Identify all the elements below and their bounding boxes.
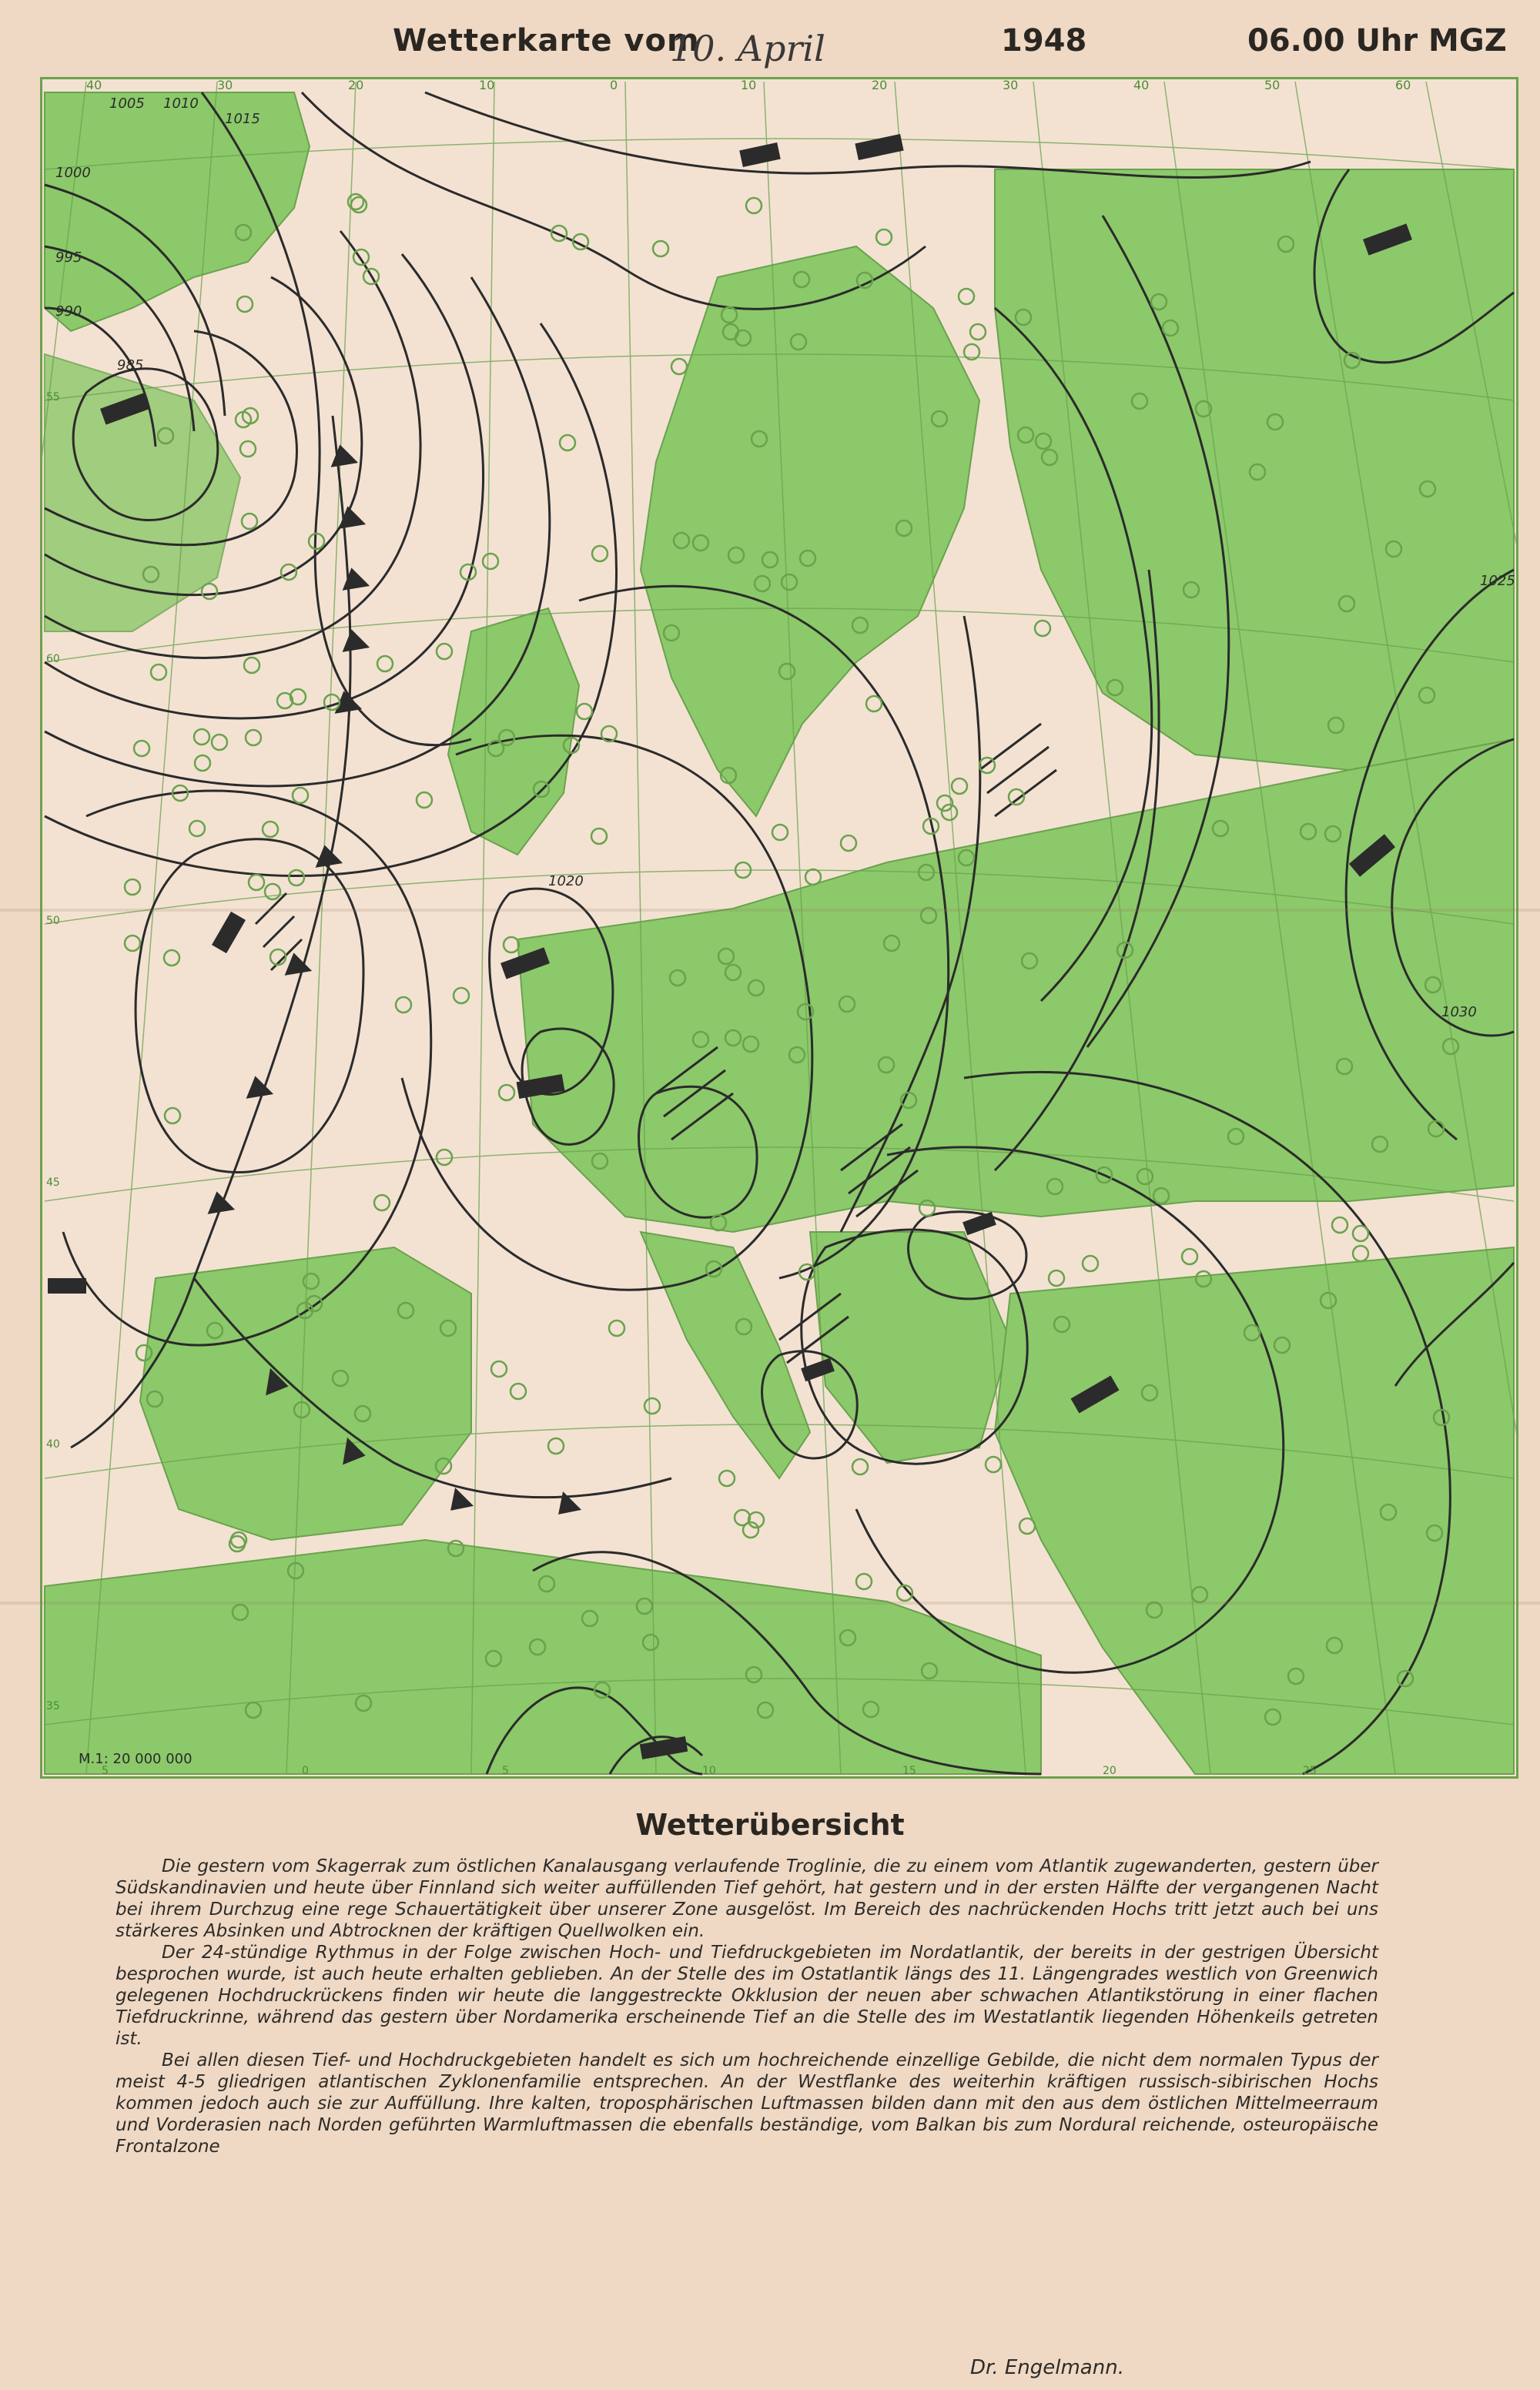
isobar-label-1000: 1000 [55,165,91,181]
station-circle [289,870,304,885]
paper-fold [0,1602,1540,1605]
station-circle [491,1361,507,1377]
station-circle [244,658,259,673]
station-circle [189,821,205,836]
longitude-label: 40 [1133,78,1150,92]
longitude-label: 40 [86,78,102,92]
isobar-label-1010: 1010 [163,95,199,112]
station-circle [134,741,149,756]
station-circle [212,735,227,750]
station-circle [504,937,519,952]
weather-map [40,77,1518,1779]
station-circle [592,546,608,561]
station-circle [671,359,687,374]
longitude-label: 0 [302,1765,309,1777]
front-marker [317,847,340,866]
station-circle [1035,621,1050,636]
station-circle [577,704,592,719]
overview-title: Wetterübersicht [635,1808,905,1842]
longitude-label: 30 [1003,78,1019,92]
station-circle [164,950,179,966]
station-circle [353,249,369,265]
station-circle [772,825,788,840]
rain-hatch [263,916,294,947]
map-title: Wetterkarte vom [393,23,700,59]
map-header [0,0,1540,77]
station-circle [374,1195,390,1210]
station-circle [499,1085,514,1100]
station-circle [952,778,967,794]
station-circle [653,241,668,256]
longitude-label: 15 [902,1765,916,1777]
land-masses [45,92,1514,1774]
isobar-label-995: 995 [55,249,82,266]
front-marker [344,631,367,651]
land-british-isles [448,608,579,855]
station-circle [246,730,261,745]
station-circle [841,835,856,851]
map-year: 1948 [1001,23,1087,59]
station-circle [265,884,280,899]
station-circle [511,1384,526,1399]
latitude-label: 45 [46,1177,60,1189]
longitude-label: 5 [102,1765,109,1777]
author-signature: Dr. Engelmann. [970,2356,1124,2379]
station-circle [735,1510,750,1525]
land-russia [995,169,1514,770]
station-circle [970,324,986,340]
isobar-label-1025: 1025 [1480,573,1515,589]
overview-paragraph: Der 24-stündige Rythmus in der Folge zwischen Hoch- und Tiefdruckgebieten im Nordatlantik, der bereits in der gestrigen Übersicht besprochen wurde, ist auch heute erhalten geblieben. An der Stelle des im Ostatlantik längs des 11. Längengrades westlich von Greenwich gelegenen Hochdruckrückens finden wir heute die langgestreckte Okklusion der neuen aber schwachen Atlantikstörung in einer flachen Tiefdruckrinne, während das gestern über Nordamerika erscheinende Tief an die Stelle des im Westatlantik liegenden Höhenkeils getreten ist. [116,1943,1378,2049]
longitude-label: 10 [741,78,757,92]
station-circle [483,554,498,569]
longitude-label: 20 [872,78,888,92]
pressure-symbol [739,142,780,167]
latitude-label: 35 [46,1700,60,1712]
station-circle [165,1108,180,1123]
paper-fold [0,909,1540,912]
station-circle [591,828,607,844]
longitude-label: 50 [1264,78,1281,92]
isobar-label-1020: 1020 [548,873,584,889]
top-longitude-labels [86,78,1518,92]
longitude-label: 30 [217,78,233,92]
station-circle [986,1457,1001,1472]
overview-body [116,1856,1378,2157]
land-europe-central [517,739,1514,1232]
station-circle [805,869,821,885]
station-circle [746,198,762,213]
map-date: 10. April [670,28,825,69]
station-circle [876,229,892,245]
station-circle [249,875,264,890]
latitude-label: 55 [46,391,60,403]
front-marker [209,1193,233,1213]
station-circle [396,997,411,1013]
station-circle [202,584,217,599]
overview-paragraph: Bei allen diesen Tief- und Hochdruckgebieten handelt es sich um hochreichende einzellige Gebilde, die nicht dem normalen Typus der meist 4-5 gliedrigen atlantischen Zyklonenfamilie entsprechen. An der Westflanke des weiterhin kräftigen russisch-sibirischen Hochs kommen jedoch auch sie zur Auffüllung. Ihre kalten, troposphärischen Luftmassen bilden dann mit den aus dem östlichen Mittelmeerraum und Vorderasien nach Norden geführten Warmluftmassen die ebenfalls beständige, vom Balkan bis zum Nordural reichende, osteuropäische Frontalzone [116,2050,1378,2157]
station-circle [237,296,253,312]
station-circle [125,879,140,895]
station-circle [377,656,393,671]
station-circle [1182,1249,1197,1264]
lon-line [40,82,86,1774]
pressure-symbol [212,912,246,953]
land-north-africa [45,1540,1041,1774]
station-circle [1353,1246,1368,1261]
station-circle [194,729,209,745]
latitude-label: 50 [46,915,60,927]
isobar-label-1030: 1030 [1441,1004,1477,1020]
station-circle [125,936,140,951]
rain-hatch [979,724,1041,770]
longitude-label: 10 [479,78,495,92]
station-circle [151,664,166,680]
longitude-label: 5 [502,1765,509,1777]
station-circle [1353,1226,1368,1241]
isobar-label-1015: 1015 [225,111,260,127]
longitude-label: 20 [1103,1765,1116,1777]
longitude-label: 60 [1395,78,1411,92]
lon-line [471,82,494,1774]
station-circle [560,435,575,450]
station-circle [942,805,957,820]
station-circle [240,441,256,457]
station-circle [263,822,278,837]
station-circle [1049,1270,1064,1286]
latitude-label: 60 [46,653,60,665]
station-circle [195,755,210,771]
station-circle [1332,1217,1348,1233]
lon-line [86,82,217,1774]
station-circle [719,1471,735,1486]
map-time: 06.00 Uhr MGZ [1247,23,1507,59]
station-circle [1083,1256,1098,1271]
station-circle [959,289,974,304]
overview-paragraph: Die gestern vom Skagerrak zum östlichen Kanalausgang verlaufende Troglinie, die zu einem vom Atlantik zugewanderten, gestern über Südskandinavien und heute über Finnland sich weiter auffüllenden Tief gehört, hat gestern und in der ersten Hälfte der vergangenen Nacht bei ihrem Durchzug eine rege Schauertätigkeit über unserer Zone ausgelöst. Im Bereich des nachrückenden Hochs tritt jetzt auch bei uns stärkeres Absinken und Abtrocknen der kräftigen Quellwolken ein. [116,1856,1378,1941]
rain-hatch [995,770,1056,816]
station-circle [548,1438,564,1454]
pressure-symbol [855,134,903,160]
station-circle [242,514,257,529]
latitude-label: 40 [46,1438,60,1451]
rain-hatch [987,747,1049,793]
station-circle [852,1459,868,1475]
land-italy-balkans [641,1232,810,1478]
longitude-label: 20 [348,78,364,92]
longitude-label: 10 [702,1765,716,1777]
pressure-symbol [962,1212,996,1236]
station-circle [454,988,469,1003]
land-scandinavia [641,246,979,816]
station-circle [351,197,367,213]
map-scale: M.1: 20 000 000 [79,1751,192,1767]
station-circle [437,1150,452,1165]
front-marker [452,1490,471,1509]
station-circle [609,1321,624,1336]
station-circle [856,1574,872,1589]
longitude-label: 0 [610,78,618,92]
station-circle [324,695,340,710]
isobar-label-990: 990 [55,303,82,320]
station-circle [417,792,432,808]
station-circle [866,696,882,711]
station-circle [437,644,452,659]
station-circle [644,1398,660,1414]
isobar-1015-north [425,92,1311,177]
isobar-label-1005: 1005 [109,95,145,112]
longitude-label: 25 [1303,1765,1317,1777]
pressure-symbol [48,1278,86,1294]
station-circle [293,788,308,803]
station-circle [1019,1518,1035,1534]
isobar-label-985: 985 [117,357,144,373]
